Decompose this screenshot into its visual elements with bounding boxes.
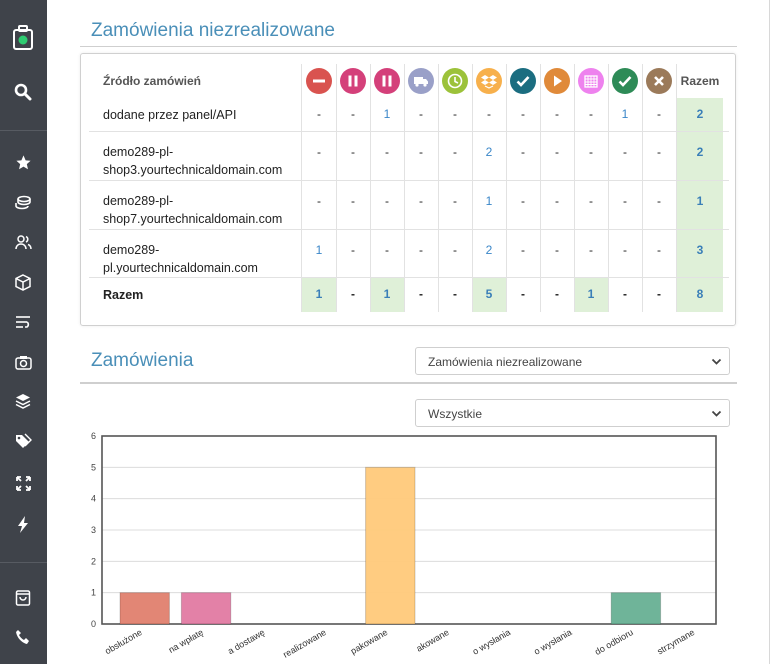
grid-line — [676, 64, 677, 312]
unfulfilled-title: Zamówienia niezrealizowane — [91, 20, 335, 41]
grid-line — [301, 64, 302, 312]
order-type-select-value: Zamówienia niezrealizowane — [428, 355, 583, 369]
total-count: 5 — [485, 287, 493, 301]
empty-cell: - — [521, 145, 525, 159]
row-total[interactable]: 3 — [696, 243, 704, 257]
empty-cell: - — [351, 194, 355, 208]
empty-cell: - — [419, 194, 423, 208]
empty-cell: - — [555, 287, 559, 301]
play-icon[interactable] — [544, 68, 570, 94]
grid-line — [89, 180, 729, 181]
bar — [611, 593, 660, 624]
empty-cell: - — [419, 243, 423, 257]
phone-icon[interactable] — [11, 625, 35, 649]
x-tick-label: do odbioru — [593, 627, 635, 658]
empty-cell: - — [521, 194, 525, 208]
empty-cell: - — [487, 107, 491, 121]
check-icon[interactable] — [612, 68, 638, 94]
clock-icon[interactable] — [442, 68, 468, 94]
empty-cell: - — [385, 243, 389, 257]
star-icon[interactable] — [11, 150, 35, 174]
divider — [80, 46, 737, 47]
empty-cell: - — [555, 107, 559, 121]
source-label-line: shop7.yourtechnicaldomain.com — [103, 212, 283, 226]
tags-icon[interactable] — [11, 429, 35, 453]
total-count: 1 — [587, 287, 595, 301]
pause-icon[interactable] — [374, 68, 400, 94]
source-label-line: pl.yourtechnicaldomain.com — [103, 261, 258, 275]
x-tick-label: akowane — [414, 627, 451, 654]
chevron-down-icon — [711, 408, 722, 422]
empty-cell: - — [589, 243, 593, 257]
empty-cell: - — [589, 145, 593, 159]
y-tick-label: 5 — [90, 462, 96, 473]
empty-cell: - — [453, 243, 457, 257]
dropbox-icon[interactable] — [476, 68, 502, 94]
main-content — [47, 0, 770, 664]
grid-line — [370, 64, 371, 312]
grid-line — [642, 64, 643, 312]
empty-cell: - — [623, 243, 627, 257]
box-icon[interactable] — [11, 270, 35, 294]
coins-icon[interactable] — [11, 191, 35, 215]
order-source-select[interactable] — [415, 399, 730, 427]
truck-icon[interactable] — [408, 68, 434, 94]
total-count: 1 — [315, 287, 323, 301]
count-link[interactable]: 1 — [315, 243, 323, 257]
source-header: Źródło zamówień — [103, 74, 202, 88]
empty-cell: - — [657, 243, 661, 257]
empty-cell: - — [589, 194, 593, 208]
expand-icon[interactable] — [11, 471, 35, 495]
x-tick-label: obsłużone — [103, 627, 144, 657]
y-tick-label: 1 — [90, 587, 96, 598]
total-count: 1 — [383, 287, 391, 301]
grid-line — [89, 229, 729, 230]
empty-cell: - — [521, 107, 525, 121]
empty-cell: - — [453, 107, 457, 121]
empty-cell: - — [351, 107, 355, 121]
empty-cell: - — [351, 145, 355, 159]
empty-cell: - — [521, 243, 525, 257]
unfulfilled-table — [80, 53, 736, 326]
x-tick-label: o wysłania — [532, 627, 574, 657]
users-icon[interactable] — [11, 230, 35, 254]
empty-cell: - — [419, 145, 423, 159]
bolt-icon[interactable] — [11, 512, 35, 536]
empty-cell: - — [419, 287, 423, 301]
empty-cell: - — [623, 194, 627, 208]
minus-icon[interactable] — [306, 68, 332, 94]
empty-cell: - — [623, 145, 627, 159]
x-tick-label: o wysłania — [470, 627, 513, 657]
grid-line — [89, 277, 729, 278]
empty-cell: - — [317, 145, 321, 159]
count-link[interactable]: 1 — [485, 194, 493, 208]
x-tick-label: pakowane — [348, 627, 390, 657]
camera-icon[interactable] — [11, 350, 35, 374]
x-tick-label: realizowane — [281, 627, 328, 660]
count-link[interactable]: 1 — [621, 107, 629, 121]
empty-cell: - — [657, 194, 661, 208]
empty-cell: - — [385, 145, 389, 159]
count-link[interactable]: 1 — [383, 107, 391, 121]
grid-line — [404, 64, 405, 312]
empty-cell: - — [555, 145, 559, 159]
empty-cell: - — [419, 107, 423, 121]
y-tick-label: 2 — [90, 556, 96, 567]
x-tick-label: a dostawę — [225, 627, 267, 657]
pause-icon[interactable] — [340, 68, 366, 94]
briefcase-icon[interactable] — [11, 26, 35, 50]
empty-cell: - — [657, 107, 661, 121]
empty-cell: - — [589, 107, 593, 121]
empty-cell: - — [453, 287, 457, 301]
row-total[interactable]: 2 — [696, 145, 704, 159]
grand-total: 8 — [696, 287, 704, 301]
grid-line — [506, 64, 507, 312]
source-label-line: demo289-pl- — [103, 194, 174, 208]
totals-label: Razem — [103, 288, 144, 302]
empty-cell: - — [385, 194, 389, 208]
empty-cell: - — [657, 287, 661, 301]
empty-cell: - — [351, 243, 355, 257]
source-label — [103, 192, 293, 228]
grid-line — [89, 131, 729, 132]
orders-bar-chart — [47, 424, 770, 664]
order-type-select[interactable] — [415, 347, 730, 375]
count-link[interactable]: 2 — [485, 145, 493, 159]
y-tick-label: 0 — [90, 619, 96, 629]
list-icon[interactable] — [11, 310, 35, 334]
bar — [120, 593, 169, 624]
source-label — [103, 241, 293, 277]
grid-line — [574, 64, 575, 312]
layers-icon[interactable] — [11, 389, 35, 413]
grid-line — [438, 64, 439, 312]
y-tick-label: 3 — [90, 525, 96, 535]
total-header: Razem — [680, 74, 720, 88]
grid-line — [608, 64, 609, 312]
empty-cell: - — [521, 287, 525, 301]
bag-icon[interactable] — [11, 585, 35, 609]
search-icon[interactable] — [11, 80, 35, 104]
empty-cell: - — [555, 194, 559, 208]
chevron-down-icon — [711, 356, 722, 370]
check-icon[interactable] — [510, 68, 536, 94]
grid-line — [540, 64, 541, 312]
source-label — [103, 143, 293, 179]
y-tick-label: 4 — [90, 493, 96, 504]
empty-cell: - — [555, 243, 559, 257]
row-total[interactable]: 1 — [696, 194, 704, 208]
order-source-select-value: Wszystkie — [428, 407, 482, 421]
source-label-line: shop3.yourtechnicaldomain.com — [103, 163, 283, 177]
source-label: dodane przez panel/API — [103, 108, 237, 122]
bar — [366, 467, 415, 624]
empty-cell: - — [623, 287, 627, 301]
empty-cell: - — [317, 194, 321, 208]
empty-cell: - — [657, 145, 661, 159]
source-label-line: demo289- — [103, 243, 160, 257]
y-tick-label: 6 — [90, 431, 96, 441]
grid-line — [336, 64, 337, 312]
empty-cell: - — [317, 107, 321, 121]
calendar-icon[interactable] — [578, 68, 604, 94]
divider — [80, 382, 737, 384]
sidebar — [0, 0, 47, 664]
x-tick-label: na wpłatę — [166, 627, 206, 655]
grid-line — [472, 64, 473, 312]
x-tick-label: strzymane — [655, 627, 697, 657]
source-label-line: demo289-pl- — [103, 145, 174, 159]
close-icon[interactable] — [646, 68, 672, 94]
empty-cell: - — [453, 145, 457, 159]
row-total[interactable]: 2 — [696, 107, 704, 121]
empty-cell: - — [351, 287, 355, 301]
bar — [181, 593, 230, 624]
orders-title: Zamówienia — [91, 350, 194, 371]
empty-cell: - — [453, 194, 457, 208]
count-link[interactable]: 2 — [485, 243, 493, 257]
